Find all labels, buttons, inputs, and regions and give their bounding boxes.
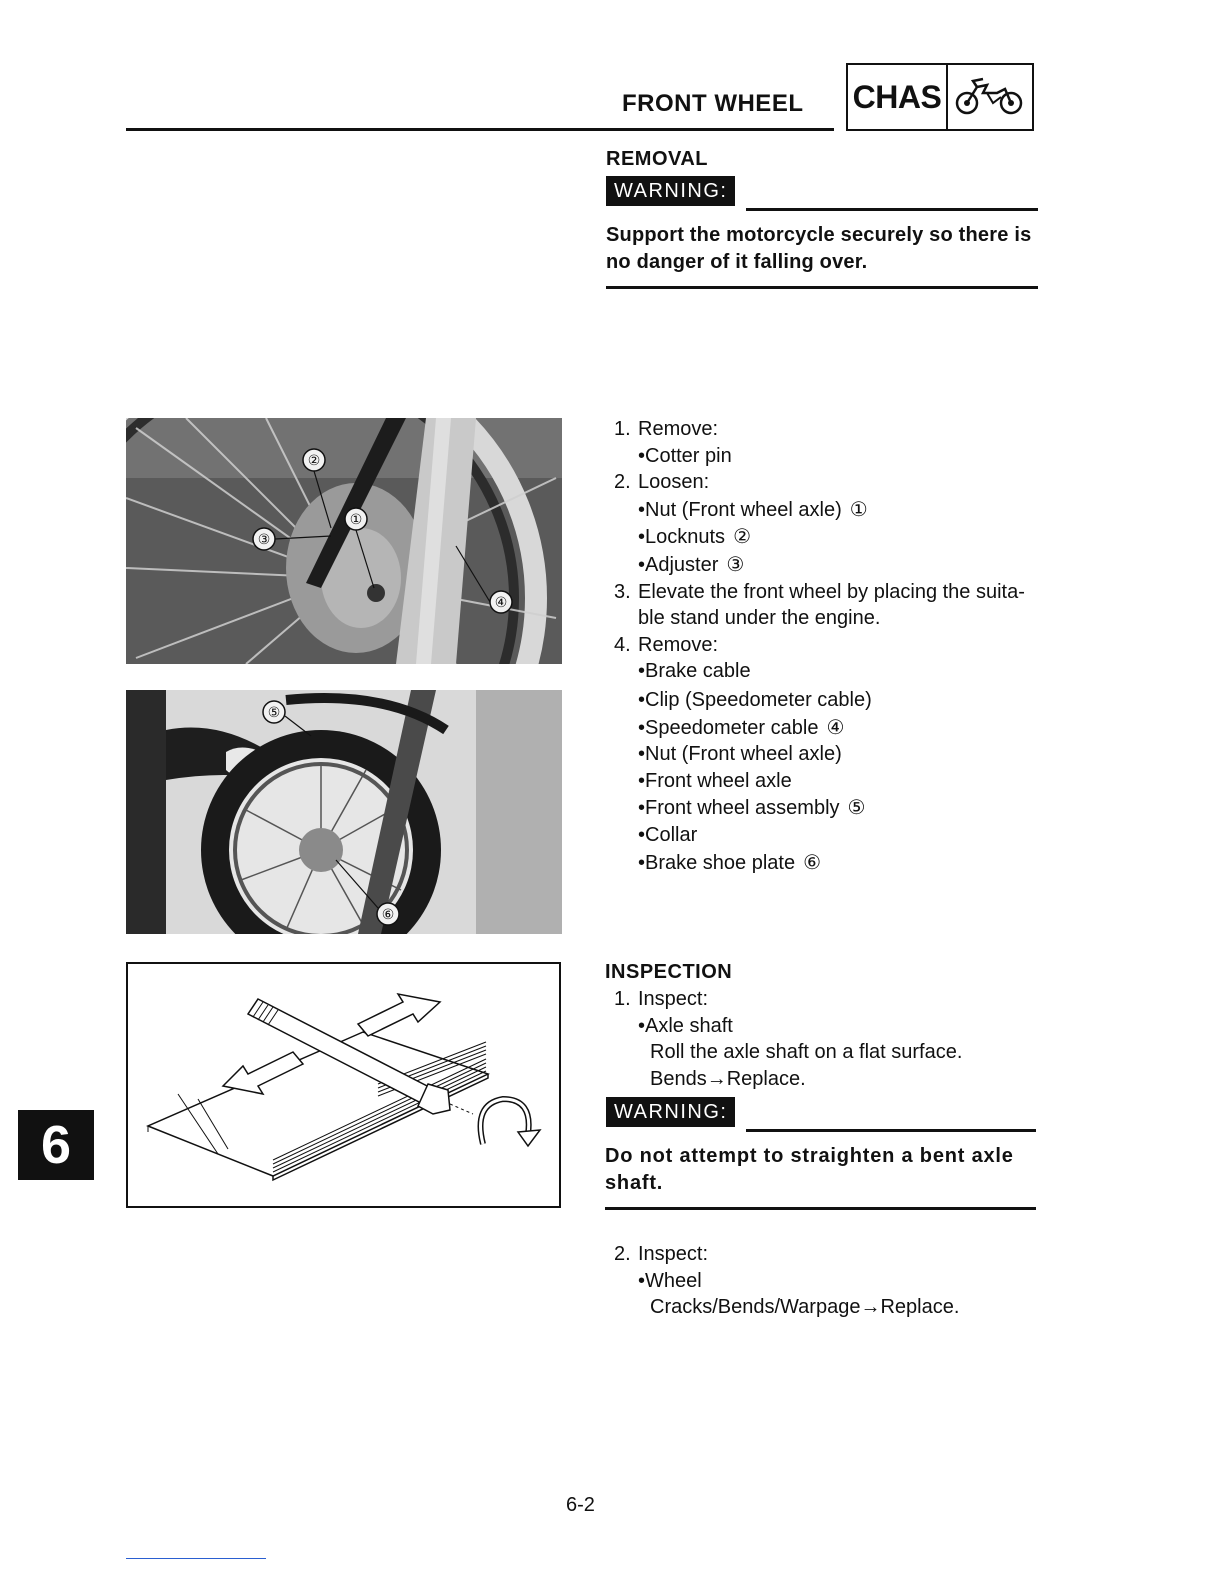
list-item: •Nut (Front wheel axle) ① bbox=[638, 496, 868, 521]
list-item: •Adjuster ③ bbox=[638, 551, 745, 576]
list-item: •Brake cable bbox=[638, 660, 751, 683]
warning-label: WARNING: bbox=[606, 176, 735, 206]
warning-text: Support the motorcycle securely so there is no danger of it falling over. bbox=[606, 224, 1032, 273]
inspection-warning bbox=[606, 1097, 735, 1127]
axle-shaft-diagram bbox=[126, 962, 561, 1208]
list-item: 2. Loosen: bbox=[614, 471, 710, 494]
list-item: 4. Remove: bbox=[614, 633, 719, 656]
warning-rule bbox=[746, 208, 1038, 211]
list-item: Roll the axle shaft on a flat surface. bbox=[650, 1041, 963, 1064]
warning-rule bbox=[746, 1129, 1036, 1132]
list-item: •Brake shoe plate ⑥ bbox=[638, 849, 822, 874]
wheel-hub-photo bbox=[126, 418, 562, 664]
warning-end-rule bbox=[606, 286, 1038, 289]
callout-5: ⑤ bbox=[267, 705, 281, 721]
list-item: 3. Elevate the front wheel by placing the suita- bbox=[614, 580, 1025, 603]
header-rule bbox=[126, 128, 834, 131]
callout-3: ③ bbox=[257, 532, 271, 548]
page-title: FRONT WHEEL bbox=[622, 90, 804, 117]
list-item: •Locknuts ② bbox=[638, 524, 751, 549]
inspection-step-1 bbox=[614, 986, 962, 1092]
callout-2: ② bbox=[307, 453, 321, 469]
list-item: Bends→Replace. bbox=[650, 1067, 806, 1090]
chapter-tab: 6 bbox=[18, 1110, 94, 1180]
page-number: 6-2 bbox=[566, 1494, 595, 1516]
callout-6: ⑥ bbox=[381, 907, 395, 923]
list-item: 1. Inspect: bbox=[614, 988, 709, 1010]
footer-line bbox=[126, 1558, 266, 1559]
inspection-title: INSPECTION bbox=[605, 961, 733, 983]
removal-steps bbox=[614, 416, 1025, 876]
removal-title: REMOVAL bbox=[606, 148, 709, 170]
callout-4: ④ bbox=[494, 595, 508, 611]
warning-label: WARNING: bbox=[606, 1097, 735, 1127]
list-item: •Collar bbox=[638, 823, 698, 846]
list-item: •Front wheel assembly ⑤ bbox=[638, 795, 866, 820]
list-item: •Front wheel axle bbox=[638, 769, 792, 792]
warning-end-rule bbox=[605, 1207, 1036, 1210]
list-item: •Axle shaft bbox=[638, 1014, 733, 1037]
list-item: 1. Remove: bbox=[614, 418, 719, 440]
list-item: •Clip (Speedometer cable) bbox=[638, 688, 872, 711]
list-item: •Speedometer cable ④ bbox=[638, 714, 845, 739]
list-item: •Wheel bbox=[638, 1269, 702, 1292]
list-item: •Nut (Front wheel axle) bbox=[638, 743, 842, 766]
wheel-removal-photo bbox=[126, 690, 562, 934]
section-code: CHAS bbox=[848, 65, 948, 129]
removal-warning bbox=[606, 176, 735, 206]
callout-1: ① bbox=[349, 512, 363, 528]
list-item: 2. Inspect: bbox=[614, 1243, 709, 1265]
list-item: ble stand under the engine. bbox=[638, 607, 881, 630]
motorcycle-icon bbox=[948, 65, 1032, 129]
section-badge bbox=[846, 63, 1034, 131]
warning-text: Do not attempt to straighten a bent axle shaft. bbox=[605, 1145, 1014, 1194]
inspection-step-2 bbox=[614, 1241, 959, 1321]
list-item: Cracks/Bends/Warpage→Replace. bbox=[650, 1296, 960, 1319]
list-item: •Cotter pin bbox=[638, 444, 732, 467]
